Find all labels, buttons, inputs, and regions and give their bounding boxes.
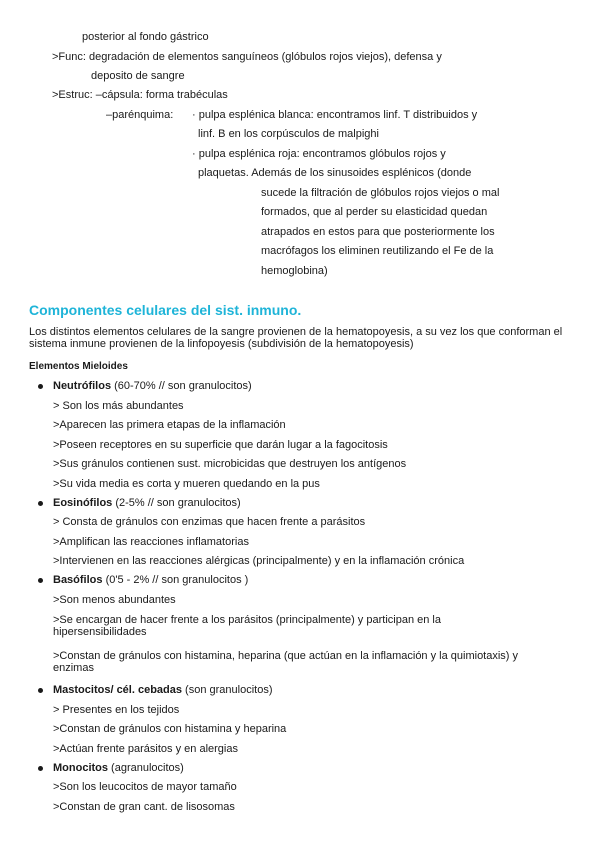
cell-type-heading [53, 761, 184, 775]
bullet-dot [38, 501, 43, 506]
cell-type-heading [53, 496, 241, 510]
list-item: >Poseen receptores en su superficie que darán lugar a la fagocitosis [53, 439, 388, 451]
cell-type-heading [53, 683, 273, 697]
text-line: posterior al fondo gástrico [82, 31, 209, 43]
list-item: >Son los leucocitos de mayor tamaño [53, 781, 237, 793]
text-line: >Estruc: –cápsula: forma trabéculas [52, 89, 228, 101]
cell-type-name: Monocitos [53, 762, 108, 774]
bullet-dot [38, 384, 43, 389]
cell-type-meta: (0'5 - 2% // son granulocitos ) [102, 574, 249, 586]
list-item: > Consta de gránulos con enzimas que hacen frente a parásitos [53, 516, 366, 528]
text-line: plaquetas. Además de los sinusoides esplénicos (donde [198, 167, 472, 179]
text-line: hemoglobina) [261, 265, 328, 277]
cell-type-meta: (son granulocitos) [182, 684, 273, 696]
list-item: >Constan de gránulos con histamina y heparina [53, 723, 287, 735]
cell-type-meta: (2-5% // son granulocitos) [112, 497, 241, 509]
section-intro: Los distintos elementos celulares de la sangre provienen de la hematopoyesis, a su vez los que conforman el sistema inmune provienen de la linfopoyesis (subdivisión de la hematopoyesis) [29, 326, 563, 350]
list-item: > Son los más abundantes [53, 400, 184, 412]
text-line: · pulpa esplénica roja: encontramos glóbulos rojos y [192, 148, 446, 160]
text-line: deposito de sangre [91, 70, 185, 82]
bullet-dot [38, 766, 43, 771]
cell-type-heading [53, 573, 248, 587]
text-line: atrapados en estos para que posteriormente los [261, 226, 495, 238]
cell-type-meta: (60-70% // son granulocitos) [111, 380, 252, 392]
list-item: >Intervienen en las reacciones alérgicas (principalmente) y en la inflamación crónica [53, 555, 465, 567]
text-line: macrófagos los eliminen reutilizando el Fe de la [261, 245, 494, 257]
text-line: sucede la filtración de glóbulos rojos viejos o mal [261, 187, 500, 199]
bullet-dot [38, 578, 43, 583]
section-title: Componentes celulares del sist. inmuno. [29, 302, 302, 318]
cell-type-name: Basófilos [53, 574, 103, 586]
list-item: >Sus gránulos contienen sust. microbicidas que destruyen los antígenos [53, 458, 407, 470]
cell-type-name: Mastocitos/ cél. cebadas [53, 684, 182, 696]
text-line: · pulpa esplénica blanca: encontramos linf. T distribuidos y [192, 109, 478, 121]
list-item: >Son menos abundantes [53, 594, 176, 606]
cell-type-heading [53, 379, 252, 393]
text-line: linf. B en los corpúsculos de malpighi [198, 128, 379, 140]
list-item: >Su vida media es corta y mueren quedando en la pus [53, 478, 320, 490]
list-item: > Presentes en los tejidos [53, 704, 180, 716]
cell-type-meta: (agranulocitos) [108, 762, 184, 774]
list-item: >Se encargan de hacer frente a los parásitos (principalmente) y participan en la hipersensibilidades [53, 614, 441, 638]
text-line: formados, que al perder su elasticidad quedan [261, 206, 488, 218]
list-item: >Constan de gránulos con histamina, heparina (que actúan en la inflamación y la quimiotaxis) y enzimas [53, 650, 519, 674]
text-line: –parénquima: [106, 109, 174, 121]
list-item: >Constan de gran cant. de lisosomas [53, 801, 235, 813]
cell-type-name: Neutrófilos [53, 380, 112, 392]
list-item: >Actúan frente parásitos y en alergias [53, 743, 238, 755]
subsection-title: Elementos Mieloides [29, 361, 128, 372]
text-line: >Func: degradación de elementos sanguíneos (glóbulos rojos viejos), defensa y [52, 51, 442, 63]
bullet-dot [38, 688, 43, 693]
list-item: >Amplifican las reacciones inflamatorias [53, 536, 249, 548]
list-item: >Aparecen las primera etapas de la inflamación [53, 419, 286, 431]
cell-type-name: Eosinófilos [53, 497, 113, 509]
